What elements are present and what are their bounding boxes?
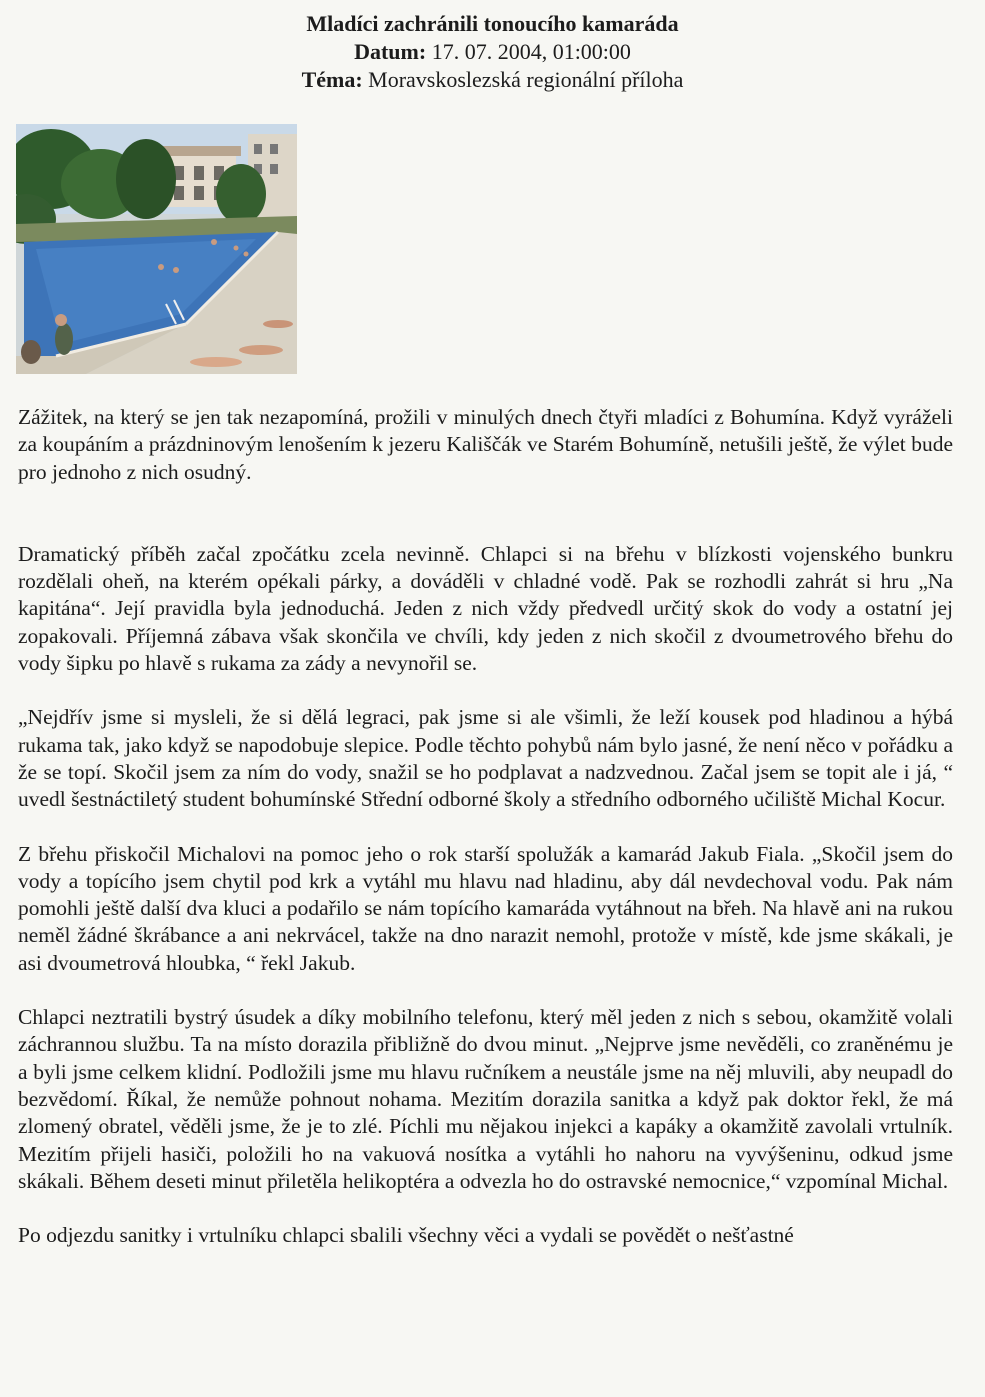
article-paragraph: Po odjezdu sanitky i vrtulníku chlapci sbalili všechny věci a vydali se povědět o nešťastné: [18, 1223, 794, 1248]
article-date: [0, 38, 985, 66]
article-paragraph: Dramatický příběh začal zpočátku zcela nevinně. Chlapci si na břehu v blízkosti vojenského bunkru rozdělali oheň, na kterém opékali párky, a dováděli v chladné vodě. Pak se rozhodli zahrát si hru „Na kapitána“. Její pravidla byla jednoduchá. Jeden z nich vždy předvedl určitý skok do vody a ostatní jej zopakovali. Příjemná zábava však skončila ve chvíli, kdy jeden z nich skočil z dvoumetrového břehu do vody šipku po hlavě s rukama za zády a nevynořil se.: [18, 541, 953, 676]
topic-value: Moravskoslezská regionální příloha: [368, 67, 684, 92]
topic-label: Téma:: [301, 67, 363, 92]
article-paragraph: Chlapci neztratili bystrý úsudek a díky mobilního telefonu, který měl jeden z nich s sebou, okamžitě volali záchrannou službu. Ta na místo dorazila přibližně do dvou minut. „Nejprve jsme nevěděli, co zraněnému je a byli jsme celkem klidní. Podložili jsme mu hlavu ručníkem a neustále jsme na něj mluvili, aby neupadl do bezvědomí. Říkal, že nemůže pohnout nohama. Mezitím dorazila sanitka a když pak doktor řekl, že má zlomený obratel, věděli jsme, že je to zlé. Píchli mu nějakou injekci a kapáky a okamžitě zavolali vrtulník. Mezitím přijeli hasiči, položili ho na vakuová nosítka a vytáhli ho nahoru na vyvýšeninu, odkud jsme skákali. Během deseti minut přiletěla helikoptéra a odvezla ho do ostravské nemocnice,“ vzpomínal Michal.: [18, 1005, 953, 1193]
article-paragraph: Z břehu přiskočil Michalovi na pomoc jeho o rok starší spolužák a kamarád Jakub Fiala. „Skočil jsem do vody a topícího jsem chytil pod krk a vytáhl mu hlavu nad hladinu, aby dál nevdechoval vodu. Pak nám pomohli ještě další dva kluci a podařilo se nám topícího kamaráda vytáhnout na břeh. Na hlavě ani na rukou neměl žádné škrábance a ani nekrvácel, takže na dno narazit nemohl, protože v místě, kde jsme skákali, je asi dvoumetrová hloubka, “ řekl Jakub.: [18, 841, 953, 975]
date-label: Datum:: [354, 39, 427, 64]
swimming-pool-photo: [16, 124, 297, 374]
article-body: [18, 404, 953, 1249]
article-paragraph: Zážitek, na který se jen tak nezapomíná, prožili v minulých dnech čtyři mladíci z Bohumína. Když vyráželi za koupáním a prázdninovým lenošením k jezeru Kališčák ve Starém Bohumíně, netušili ještě, že výlet bude pro jednoho z nich osudný.: [18, 405, 953, 484]
article-topic: [0, 66, 985, 94]
date-value: 17. 07. 2004, 01:00:00: [431, 39, 631, 64]
article-paragraph: „Nejdřív jsme si mysleli, že si dělá legraci, pak jsme si ale všimli, že leží kousek pod hladinou a hýbá rukama tak, jako když se napodobuje slepice. Podle těchto pohybů nám bylo jasné, že není něco v pořádku a že se topí. Skočil jsem za ním do vody, snažil se ho podplavat a nadzvednou. Začal jsem se topit ale i já, “ uvedl šestnáctiletý student bohumínské Střední odborné školy a středního odborného učiliště Michal Kocur.: [18, 705, 953, 812]
article-title: Mladíci zachránili tonoucího kamaráda: [306, 11, 679, 36]
article-header: [0, 10, 985, 94]
